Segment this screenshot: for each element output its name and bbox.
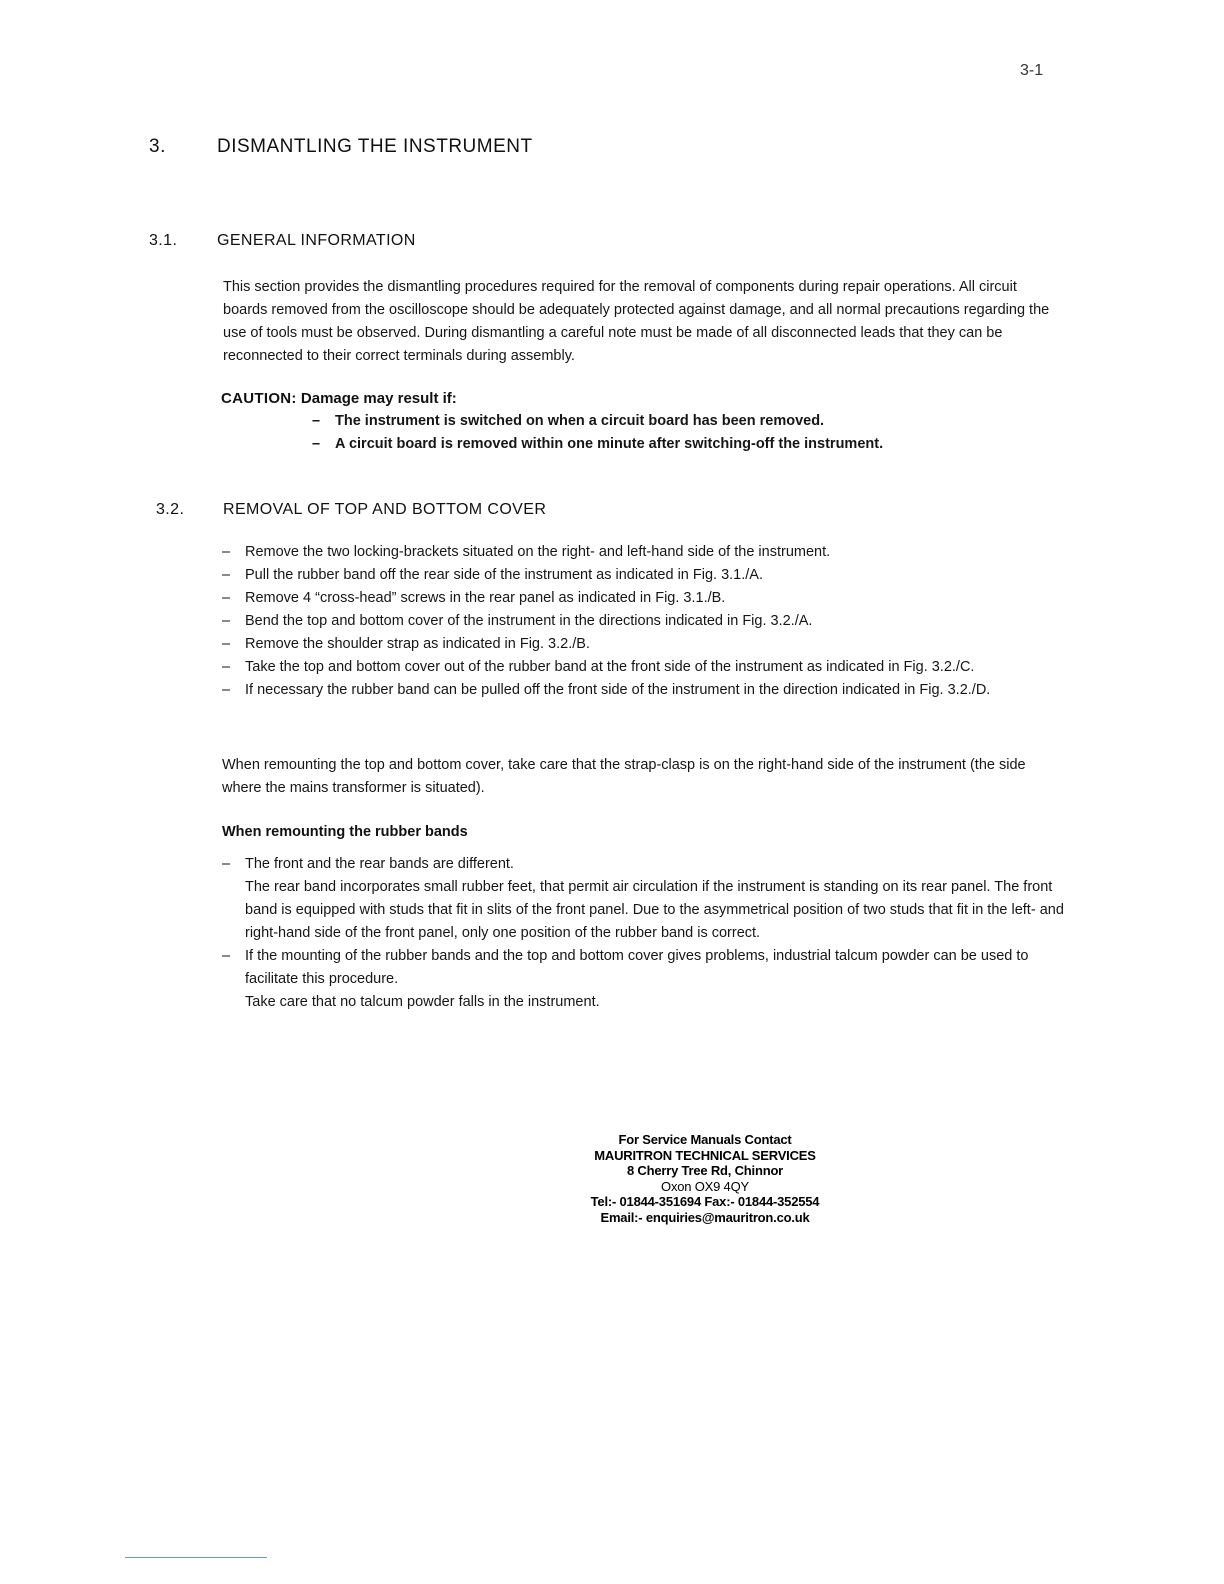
stamp-line: Oxon OX9 4QY bbox=[661, 1178, 749, 1194]
subsection-number: 3.1. bbox=[149, 232, 178, 249]
step-item: – Remove the two locking-brackets situated on the right- and left-hand side of the instrument. bbox=[222, 541, 1052, 564]
band-item-lead: – The front and the rear bands are different. bbox=[245, 856, 514, 872]
caution-list bbox=[312, 410, 1012, 456]
band-item-detail: Take care that no talcum powder falls in the instrument. bbox=[245, 994, 600, 1010]
caution-label: CAUTION: bbox=[221, 390, 297, 407]
band-item-detail: The rear band incorporates small rubber feet, that permit air circulation if the instrument is standing on its rear panel. The front band is equipped with studs that fit in slits of the front panel. Due to the asymmetrical position of two studs that fit in the left- and right-hand side of the front panel, only one position of the rubber band is correct. bbox=[245, 879, 1064, 941]
step-item: – If necessary the rubber band can be pulled off the front side of the instrument in the direction indicated in Fig. 3.2./D. bbox=[222, 679, 1052, 702]
subsection-heading-removal bbox=[156, 501, 546, 519]
caution-line bbox=[221, 390, 457, 407]
band-item bbox=[222, 853, 1072, 945]
subsection-heading-general bbox=[149, 232, 416, 250]
step-item: – Remove the shoulder strap as indicated in Fig. 3.2./B. bbox=[222, 633, 1052, 656]
intro-paragraph: This section provides the dismantling procedures required for the removal of components during repair operations. All circuit boards removed from the oscilloscope should be adequately protected against damage, and all normal precautions regarding the use of tools must be observed. During dismantling a careful note must be made of all disconnected leads that they can be reconnected to their correct terminals during assembly. bbox=[223, 279, 1050, 364]
bands-heading: When remounting the rubber bands bbox=[222, 824, 468, 840]
step-item: – Take the top and bottom cover out of the rubber band at the front side of the instrument as indicated in Fig. 3.2./C. bbox=[222, 656, 1052, 679]
caution-text: Damage may result if: bbox=[300, 390, 457, 407]
caution-item: – The instrument is switched on when a circuit board has been removed. bbox=[312, 410, 1012, 433]
stamp-line: Tel:- 01844-351694 Fax:- 01844-352554 bbox=[590, 1194, 820, 1209]
step-item: – Remove 4 “cross-head” screws in the rear panel as indicated in Fig. 3.1./B. bbox=[222, 587, 1052, 610]
caution-item: – A circuit board is removed within one minute after switching-off the instrument. bbox=[312, 433, 1012, 456]
page-number: 3-1 bbox=[1020, 62, 1044, 79]
stamp-line: 8 Cherry Tree Rd, Chinnor bbox=[626, 1163, 784, 1178]
stamp-line: MAURITRON TECHNICAL SERVICES bbox=[594, 1147, 816, 1163]
bottom-divider bbox=[125, 1557, 267, 1558]
removal-steps bbox=[222, 541, 1052, 702]
band-item-lead: – If the mounting of the rubber bands and the top and bottom cover gives problems, industrial talcum powder can be used to facilitate this procedure. bbox=[245, 948, 1029, 987]
subsection-number: 3.2. bbox=[156, 501, 185, 518]
band-item bbox=[222, 945, 1072, 1014]
step-item: – Bend the top and bottom cover of the instrument in the directions indicated in Fig. 3.2./A. bbox=[222, 610, 1052, 633]
stamp-line: Email:- enquiries@mauritron.co.uk bbox=[600, 1209, 810, 1225]
remount-note: When remounting the top and bottom cover, take care that the strap-clasp is on the right-hand side of the instrument (the side where the mains transformer is situated). bbox=[222, 757, 1026, 796]
section-heading bbox=[149, 136, 533, 158]
subsection-title: REMOVAL OF TOP AND BOTTOM COVER bbox=[223, 501, 547, 518]
subsection-title: GENERAL INFORMATION bbox=[217, 232, 416, 249]
stamp-line: For Service Manuals Contact bbox=[618, 1132, 792, 1147]
bands-list bbox=[222, 853, 1072, 1014]
contact-stamp bbox=[560, 1132, 850, 1225]
section-number: 3. bbox=[149, 136, 166, 157]
step-item: – Pull the rubber band off the rear side of the instrument as indicated in Fig. 3.1./A. bbox=[222, 564, 1052, 587]
section-title: DISMANTLING THE INSTRUMENT bbox=[217, 136, 533, 157]
